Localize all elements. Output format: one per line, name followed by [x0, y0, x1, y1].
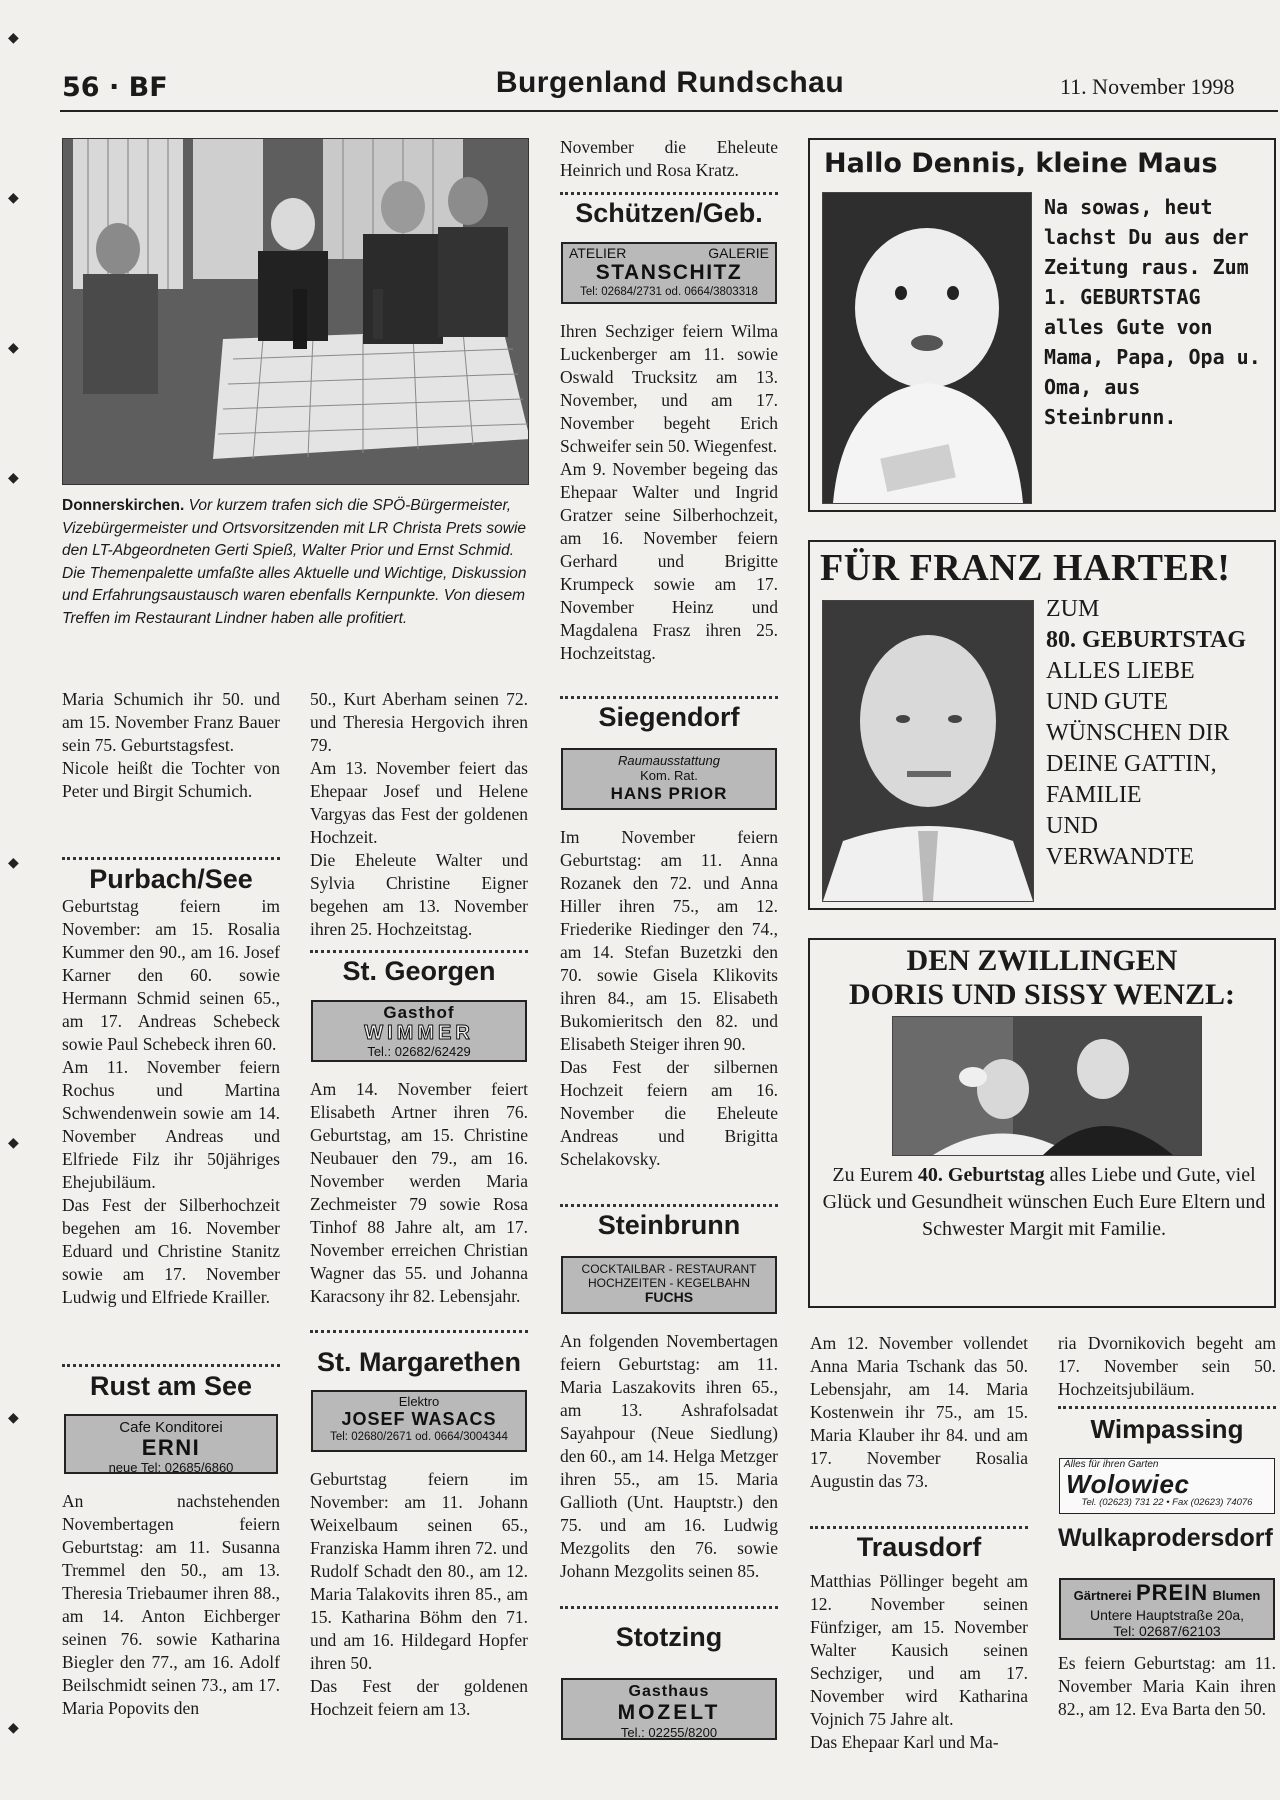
ad-mozelt-line3: Tel.: 02255/8200	[620, 1725, 718, 1740]
margin-mark: ◆	[8, 1136, 19, 1151]
section-title-rust: Rust am See	[89, 1371, 253, 1401]
dennis-headline: Hallo Dennis, kleine Maus	[824, 148, 1218, 179]
col3-text-schuetzen: Ihren Sechziger feiern Wilma Luckenberger am 11. sowie Oswald Trucksitz am 13. November, und am 17. November begeht Erich Schweifer sein 50. Wiegenfest. Am 9. November begeing das Ehepaar Walter und Ingrid Gratzer seine Silberhochzeit, am 16. November feiern Gerhard und Brigitte Krumpeck sowie am 17. November Heinz und Magdalena Frasz ihren 25. Hochzeitstag.	[560, 321, 778, 663]
portrait-photo	[822, 600, 1034, 902]
ad-prior-line2: Kom. Rat.	[640, 768, 698, 783]
ad-prein-line1c: Blumen	[1212, 1588, 1261, 1603]
ad-erni-line1: Cafe Konditorei	[119, 1419, 223, 1436]
header-rule	[60, 110, 1278, 112]
ad-stanschitz-line2: STANSCHITZ	[595, 261, 743, 284]
col1-text-top: Maria Schumich ihr 50. und am 15. November Franz Bauer sein 75. Geburtstagsfest. Nicole heißt die Tochter von Peter und Birgit Schumich.	[62, 689, 280, 801]
ad-wolowiec-line1: Alles für ihren Garten	[1064, 1459, 1159, 1470]
section-title-wulkaprodersdorf: Wulkaprodersdorf	[1058, 1524, 1273, 1552]
ad-wolowiec	[1059, 1458, 1275, 1514]
twins-msg-b: 40. Geburtstag	[917, 1164, 1045, 1186]
ad-fuchs-line2: HOCHZEITEN - KEGELBAHN	[587, 1276, 751, 1290]
ad-wolowiec-line2: Wolowiec	[1066, 1469, 1190, 1499]
twins-msg-c: alles Liebe und Gute, viel Glück und Gesundheit wünschen Euch Eure Eltern und Schwester Margit mit Familie.	[822, 1164, 1266, 1240]
ad-mozelt-line1: Gasthaus	[628, 1683, 710, 1700]
ad-fuchs-line1: COCKTAILBAR - RESTAURANT	[581, 1262, 757, 1276]
ad-raumausstattung-prior	[561, 748, 777, 810]
margin-mark: ◆	[8, 471, 19, 486]
meeting-photo	[62, 138, 529, 485]
divider	[310, 950, 528, 953]
ad-fuchs-line3: FUCHS	[644, 1289, 694, 1305]
ad-gaertnerei-prein	[1059, 1578, 1275, 1640]
col3-text-steinbrunn: An folgenden Novembertagen feiern Geburtstag: am 11. Maria Laszakovits ihren 65., am 13. Ashrafolsadat Sayahpour (Neue Siedlung) den 60., am 14. Helga Metzger ihren 55., am 15. Maria Gallioth (Unt. Hauptstr.) den 75. und am 16. Ludwig Mezgolits den 76. sowie Johann Mezgolits seinen 85.	[560, 1331, 778, 1581]
col2-text-margarethen: Geburtstag feiern im November: am 11. Johann Weixelbaum seinen 65., Franziska Hamm ihren 72. und Rudolf Schadt den 80., am 12. Maria Talakovits ihren 85., am 15. Katharina Böhm den 71. und am 16. Hildegard Hopfer ihren 50. Das Fest der goldenen Hochzeit feiern am 13.	[310, 1469, 528, 1719]
section-title-siegendorf: Siegendorf	[598, 702, 740, 732]
caption-place: Donnerskirchen.	[62, 497, 185, 514]
newspaper-title: Burgenland Rundschau	[495, 66, 845, 99]
ad-prior-line3: HANS PRIOR	[610, 784, 728, 803]
ad-cafe-erni	[64, 1414, 278, 1474]
section-title-trausdorf: Trausdorf	[856, 1532, 982, 1562]
ad-cocktailbar-fuchs	[561, 1256, 777, 1314]
col4-text-trausdorf: Matthias Pöllinger begeht am 12. November seinen Fünfziger, am 15. November Walter Kausich seinen Sechziger, und am 17. November wird Katharina Vojnich 75 Jahre alt. Das Ehepaar Karl und Ma-	[810, 1571, 1028, 1752]
section-title-steinbrunn: Steinbrunn	[597, 1210, 741, 1240]
baby-photo	[822, 192, 1032, 504]
divider	[310, 1330, 528, 1333]
twins-headline-1: DEN ZWILLINGEN	[906, 944, 1178, 977]
ad-dennis-birthday	[808, 138, 1276, 512]
divider	[560, 696, 778, 699]
ad-prein-line3: Tel: 02687/62103	[1113, 1623, 1221, 1639]
harter-line: UND	[1046, 813, 1098, 839]
margin-mark: ◆	[8, 31, 19, 46]
divider	[62, 1364, 280, 1367]
ad-stanschitz-line3: Tel: 02684/2731 od. 0664/3803318	[580, 286, 758, 298]
photo-caption	[62, 495, 529, 630]
divider	[810, 1526, 1028, 1529]
harter-line: UND GUTE	[1046, 689, 1168, 715]
harter-line: 80. GEBURTSTAG	[1046, 627, 1247, 653]
col2-text-top: 50., Kurt Aberham seinen 72. und Theresia Hergovich ihren 79. Am 13. November feiert das Ehepaar Josef und Helene Vargyas das Fest der goldenen Hochzeit. Die Eheleute Walter und Sylvia Christine Eigner begehen am 13. November ihren 25. Hochzeitstag.	[310, 689, 528, 939]
divider	[1058, 1406, 1276, 1409]
col5-text-wulka: Es feiern Geburtstag: am 11. November Maria Kain ihren 82., am 12. Eva Barta den 50.	[1058, 1653, 1276, 1719]
ad-wolowiec-line3: Tel. (02623) 731 22 • Fax (02623) 74076	[1081, 1497, 1253, 1508]
ad-prein-line1a: Gärtnerei	[1073, 1588, 1132, 1603]
ad-twins-birthday	[808, 938, 1276, 1308]
ad-erni-line3: neue Tel: 02685/6860	[108, 1460, 234, 1474]
ad-wasacs-line3: Tel: 02680/2671 od. 0664/3004344	[330, 1431, 508, 1443]
margin-mark: ◆	[8, 1411, 19, 1426]
ad-gasthof-wimmer	[311, 1000, 527, 1062]
ad-elektro-wasacs	[311, 1390, 527, 1452]
col3-text-top: November die Eheleute Heinrich und Rosa Kratz.	[560, 137, 778, 180]
col1-text-purbach: Geburtstag feiern im November: am 15. Rosalia Kummer den 90., am 16. Josef Karner den 60. sowie Hermann Schmid seinen 65., am 17. Andreas Schebeck sowie Paul Schebeck ihren 60. Am 11. November feiern Rochus und Martina Schwendenwein sowie am 14. November Andreas und Elfriede Filz ihr 50jähriges Ehejubiläum. Das Fest der Silberhochzeit begehen am 16. November Eduard und Christine Stanitz sowie am 17. November Ludwig und Elfriede Krailler.	[62, 896, 280, 1307]
ad-gasthaus-mozelt	[561, 1678, 777, 1740]
harter-message	[1046, 594, 1274, 873]
ad-stanschitz-line1b: GALERIE	[708, 245, 769, 261]
divider	[560, 1204, 778, 1207]
caption-text: Vor kurzem trafen sich die SPÖ-Bürgermeister, Vizebürgermeister und Ortsvorsitzenden mit LR Christa Prets sowie den LT-Abgeordneten Gerti Spieß, Walter Prior und Ernst Schmid. Die Themenpalette umfaßte alles Aktuelle und Wichtige, Diskussion und Erfahrungsaustausch waren ebenfalls Kernpunkte. Von diesem Treffen im Restaurant Lindner haben alle profitiert.	[62, 497, 527, 627]
twins-photo	[892, 1016, 1202, 1156]
divider	[560, 192, 778, 195]
harter-headline: FÜR FRANZ HARTER!	[820, 547, 1231, 589]
divider	[62, 857, 280, 860]
twins-headline-2: DORIS UND SISSY WENZL:	[849, 978, 1235, 1011]
col5-text-top: ria Dvornikovich begeht am 17. November sein 50. Hochzeitsjubiläum.	[1058, 1333, 1276, 1399]
ad-atelier-stanschitz	[561, 242, 777, 304]
col3-text-siegendorf: Im November feiern Geburtstag: am 11. Anna Rozanek den 72. und Anna Hiller ihren 75., am 12. Friederike Riedinger den 74., am 14. Stefan Buzetzki den 70. sowie Gisela Klikovits ihren 84., am 15. Elisabeth Bukomieritsch den 82. und Elisabeth Steiger ihren 90. Das Fest der silbernen Hochzeit feiern am 16. November die Eheleute Andreas und Brigitta Schelakovsky.	[560, 827, 778, 1169]
ad-harter-birthday	[808, 540, 1276, 910]
ad-wimmer-line2: WIMMER	[364, 1022, 474, 1044]
col1-text-rust: An nachstehenden Novembertagen feiern Geburtstag: am 11. Susanna Tremmel den 50., am 13. Theresia Triebaumer ihren 88., am 14. Anton Eichberger seinen 76. sowie Katharina Biegler den 77., am 16. Adolf Beilschmidt seinen 73., am 17. Maria Popovits den	[62, 1491, 280, 1718]
margin-mark: ◆	[8, 191, 19, 206]
margin-mark: ◆	[8, 341, 19, 356]
margin-mark: ◆	[8, 1721, 19, 1736]
harter-line: WÜNSCHEN DIR	[1046, 720, 1230, 746]
section-title-stotzing: Stotzing	[615, 1622, 723, 1652]
page-number: 56 · BF	[62, 72, 168, 103]
col4-text-top: Am 12. November vollendet Anna Maria Tschank das 50. Lebensjahr, am 14. Maria Kostenwein ihr 75., am 15. Maria Klauber ihr 84. und am 17. November Rosalia Augustin das 73.	[810, 1333, 1028, 1491]
ad-stanschitz-line1a: ATELIER	[569, 245, 627, 261]
section-title-wimpassing: Wimpassing	[1090, 1414, 1244, 1444]
harter-line: ALLES LIEBE	[1046, 658, 1195, 684]
dennis-message: Na sowas, heut lachst Du aus der Zeitung raus. Zum 1. GEBURTSTAG alles Gute von Mama, Papa, Opa u. Oma, aus Steinbrunn.	[1044, 195, 1261, 429]
twins-message	[818, 1162, 1270, 1243]
ad-erni-line2: ERNI	[141, 1435, 201, 1460]
ad-wasacs-line1: Elektro	[398, 1394, 440, 1409]
section-title-georgen: St. Georgen	[342, 956, 496, 986]
divider	[560, 1606, 778, 1609]
ad-wasacs-line2: JOSEF WASACS	[341, 1409, 497, 1429]
ad-wimmer-line3: Tel.: 02682/62429	[367, 1044, 471, 1059]
ad-mozelt-line2: MOZELT	[617, 1701, 721, 1724]
ad-prior-line1: Raumausstattung	[618, 753, 720, 768]
ad-prein-line1b: PREIN	[1135, 1580, 1209, 1605]
issue-date: 11. November 1998	[1060, 74, 1235, 99]
ad-wimmer-line1: Gasthof	[383, 1003, 455, 1022]
section-title-purbach: Purbach/See	[89, 864, 253, 894]
twins-msg-a: Zu Eurem	[832, 1164, 918, 1186]
section-title-schuetzen: Schützen/Geb.	[575, 198, 763, 228]
harter-line: DEINE GATTIN,	[1046, 751, 1217, 777]
margin-mark: ◆	[8, 856, 19, 871]
harter-line: FAMILIE	[1046, 782, 1142, 808]
harter-line: ZUM	[1046, 596, 1100, 622]
section-title-margarethen: St. Margarethen	[316, 1347, 522, 1377]
ad-prein-line2: Untere Hauptstraße 20a,	[1089, 1607, 1245, 1623]
col2-text-georgen: Am 14. November feiert Elisabeth Artner ihren 76. Geburtstag, am 15. Christine Neubauer den 79., am 16. November werden Maria Zechmeister 79 sowie Rosa Tinhof 88 Jahre alt, am 17. November erreichen Christian Wagner das 55. und Johanna Karacsony ihr 82. Lebensjahr.	[310, 1079, 528, 1306]
harter-line: VERWANDTE	[1046, 844, 1194, 870]
